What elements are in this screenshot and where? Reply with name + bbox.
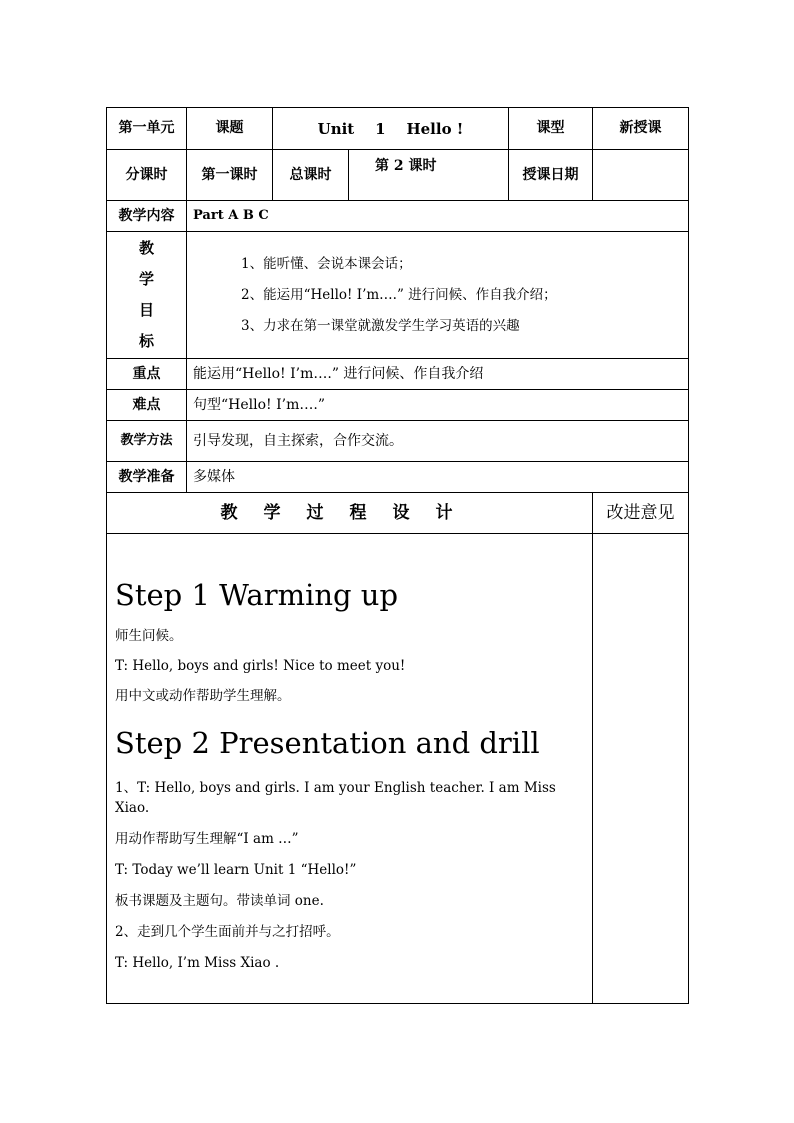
date-value <box>593 150 689 201</box>
method-value: 引导发现，自主探索，合作交流。 <box>187 421 689 462</box>
process-heading: 教学过程设计 <box>107 493 593 534</box>
unit-label: 第一单元 <box>107 108 187 150</box>
step2-line: 用动作帮助写生理解“I am …” <box>115 831 299 847</box>
objective-item: 1、能听懂、会说本课会话； <box>241 255 412 272</box>
difficulty-value: 句型“Hello! I’m….” <box>187 390 689 421</box>
step2-line: T: Today we’ll learn Unit 1 “Hello!” <box>115 862 357 878</box>
process-header-row <box>107 493 689 534</box>
type-label: 课型 <box>509 108 593 150</box>
process-body-row <box>107 534 689 1004</box>
key-point-value: 能运用“Hello! I’m….” 进行问候、作自我介绍 <box>187 359 689 390</box>
step1-line: 师生问候。 <box>115 628 183 644</box>
total-label: 总课时 <box>273 150 349 201</box>
improve-heading: 改进意见 <box>593 493 689 534</box>
type-value: 新授课 <box>593 108 689 150</box>
step1-line: 用中文或动作帮助学生理解。 <box>115 688 291 704</box>
content-value: Part A B C <box>187 201 689 232</box>
preparation-label: 教学准备 <box>107 462 187 493</box>
content-row <box>107 201 689 232</box>
lesson-plan-table <box>106 107 689 1004</box>
method-label: 教学方法 <box>107 421 187 462</box>
objectives-list <box>187 232 689 359</box>
improve-content <box>593 534 689 1004</box>
topic-label: 课题 <box>187 108 273 150</box>
difficulty-label: 难点 <box>107 390 187 421</box>
objectives-label-char: 目 <box>138 301 154 319</box>
objective-item: 2、能运用“Hello! I’m….” 进行问候、作自我介绍； <box>241 286 557 303</box>
period-value: 第一课时 <box>187 150 273 201</box>
step1-title: Step 1 Warming up <box>115 578 399 612</box>
key-point-row <box>107 359 689 390</box>
method-row <box>107 421 689 462</box>
header-row-2 <box>107 150 689 201</box>
objectives-label-char: 标 <box>138 332 154 350</box>
step1-line: T: Hello, boys and girls! Nice to meet you! <box>115 658 406 674</box>
key-point-label: 重点 <box>107 359 187 390</box>
step2-line: T: Hello, I’m Miss Xiao . <box>115 955 280 971</box>
process-content <box>107 534 593 1004</box>
objectives-label-char: 学 <box>138 270 154 288</box>
content-label: 教学内容 <box>107 201 187 232</box>
period-label: 分课时 <box>107 150 187 201</box>
topic-value: Unit 1 Hello ! <box>273 108 509 150</box>
objectives-label-char: 教 <box>138 239 154 257</box>
step2-line: 2、走到几个学生面前并与之打招呼。 <box>115 924 340 940</box>
total-value: 第 2 课时 <box>349 150 509 201</box>
date-label: 授课日期 <box>509 150 593 201</box>
step2-line: 1、T: Hello, boys and girls. I am your English teacher. I am Miss Xiao. <box>115 780 556 816</box>
step2-title: Step 2 Presentation and drill <box>115 726 540 760</box>
objectives-row <box>107 232 689 359</box>
step2-line: 板书课题及主题句。带读单词 one. <box>115 893 324 909</box>
objective-item: 3、力求在第一课堂就激发学生学习英语的兴趣 <box>241 317 520 334</box>
difficulty-row <box>107 390 689 421</box>
preparation-value: 多媒体 <box>187 462 689 493</box>
header-row-1 <box>107 108 689 150</box>
objectives-label <box>107 232 187 359</box>
preparation-row <box>107 462 689 493</box>
